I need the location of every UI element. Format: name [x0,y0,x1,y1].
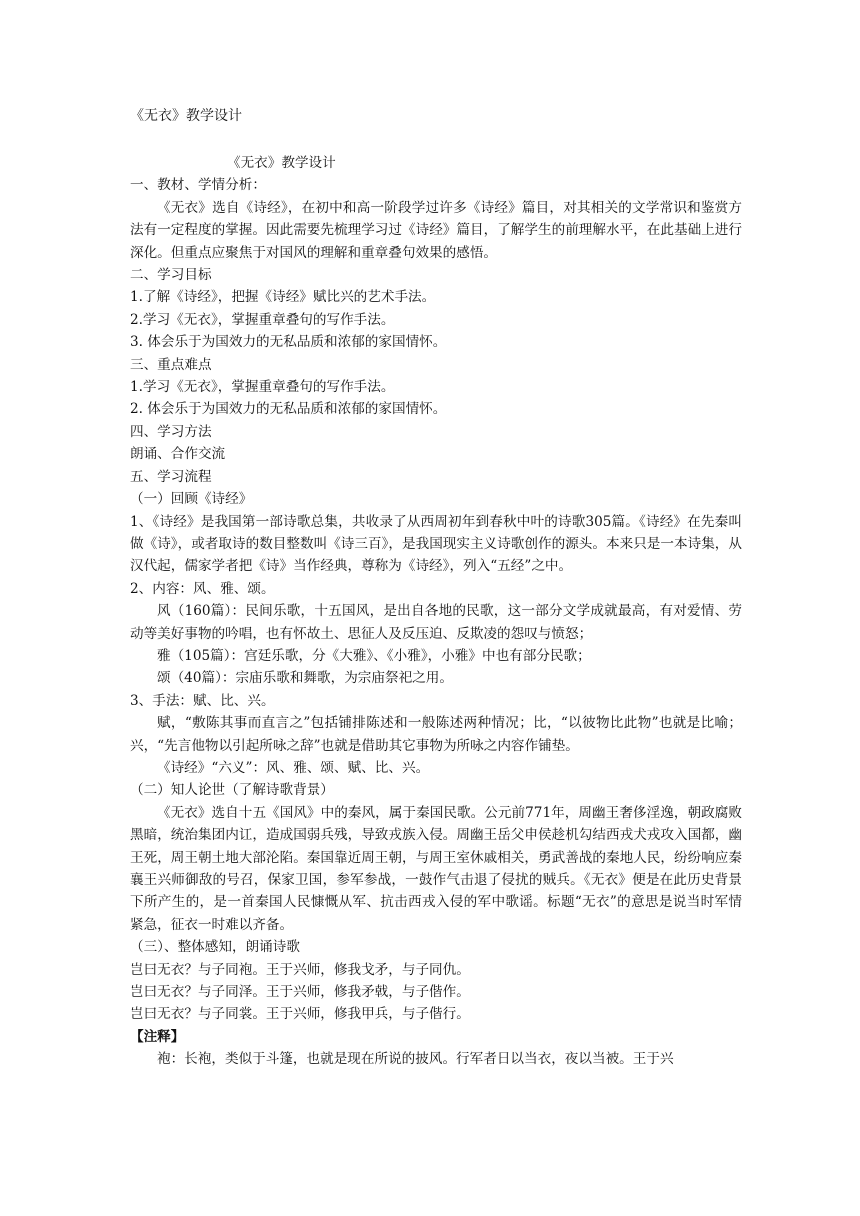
ya-line: 雅（105篇）：宫廷乐歌，分《大雅》、《小雅》，小雅》中也有部分民歌； [157,647,591,664]
liuyi-line: 《诗经》“六义”：风、雅、颂、赋、比、兴。 [157,759,430,776]
poem-line-3: 岂曰无衣？与子同裳。王于兴师，修我甲兵，与子偕行。 [130,1006,470,1023]
song-line: 颂（40篇）：宗庙乐歌和舞歌，为宗庙祭祀之用。 [157,670,453,687]
section-heading-4: 四、学习方法 [130,423,212,440]
poem-line-1: 岂曰无衣？与子同袍。王于兴师，修我戈矛，与子同仇。 [130,961,470,978]
document-center-title: 《无衣》教学设计 [227,155,336,171]
key-point-item-1: 1.学习《无衣》，掌握重章叠句的写作手法。 [130,379,395,396]
section-heading-2: 二、学习目标 [130,267,212,284]
notes-paragraph: 袍：长袍，类似于斗篷，也就是现在所说的披风。行军者日以当衣，夜以当被。王于兴 [157,1051,674,1068]
shijing-technique-line: 3、手法：赋、比、兴。 [130,692,275,709]
goal-item-2: 2.学习《无衣》，掌握重章叠句的写作手法。 [130,311,395,328]
section-heading-1: 一、教材、学情分析： [130,177,266,194]
fu-bi-xing-paragraph: 赋，“敷陈其事而直言之”包括铺排陈述和一般陈述两种情况；比，“以彼物比此物”也就是比喻；兴，“先言他物以引起所咏之辞”也就是借助其它事物为所咏之内容作铺垫。 [130,715,742,754]
feng-paragraph: 风（160篇）：民间乐歌，十五国风，是出自各地的民歌，这一部分文学成就最高，有对爱情、劳动等美好事物的吟唱，也有怀故土、思征人及反压迫、反欺凌的怨叹与愤怒； [130,603,742,642]
goal-item-3: 3. 体会乐于为国效力的无私品质和浓郁的家国情怀。 [130,334,447,351]
shijing-content-line: 2、内容：风、雅、颂。 [130,580,275,597]
section-heading-5: 五、学习流程 [130,468,212,485]
section-heading-3: 三、重点难点 [130,356,212,373]
notes-heading: 【注释】 [130,1028,185,1045]
document-page [130,106,742,1071]
key-point-item-2: 2. 体会乐于为国效力的无私品质和浓郁的家国情怀。 [130,401,447,418]
poem-line-2: 岂曰无衣？与子同泽。王于兴师，修我矛戟，与子偕作。 [130,984,470,1001]
learning-method-text: 朗诵、合作交流 [130,446,226,463]
goal-item-1: 1.了解《诗经》，把握《诗经》赋比兴的艺术手法。 [130,289,436,306]
background-paragraph: 《无衣》选自十五《国风》中的秦风，属于秦国民歌。公元前771年，周幽王奢侈淫逸，朝政腐败黑暗，统治集团内讧，造成国弱兵残，导致戎族入侵。周幽王岳父申侯趁机勾结西戎犬戎攻入国都，幽王死，周王朝土地大部沦陷。秦国靠近周王朝，与周王室休戚相关，勇武善战的秦地人民，纷纷响应秦襄王兴师御敌的号召，保家卫国，参军参战，一鼓作气击退了侵扰的贼兵。《无衣》便是在此历史背景下所产生的，是一首秦国人民慷慨从军、抗击西戎入侵的军中歌谣。标题“无衣”的意思是说当时军情紧急，征衣一时难以齐备。 [130,804,742,933]
subsection-heading-3: （三）、整体感知，朗诵诗歌 [130,939,300,956]
subsection-heading-1: （一）回顾《诗经》 [130,491,253,508]
subsection-heading-2: （二）知人论世（了解诗歌背景） [130,782,334,799]
document-top-title: 《无衣》教学设计 [130,108,242,124]
section-1-paragraph: 《无衣》选自《诗经》，在初中和高一阶段学过许多《诗经》篇目，对其相关的文学常识和鉴赏方法有一定程度的掌握。因此需要先梳理学习过《诗经》篇目，了解学生的前理解水平，在此基础上进行深化。但重点应聚焦于对国风的理解和重章叠句效果的感悟。 [130,199,742,261]
shijing-intro-paragraph: 1、《诗经》是我国第一部诗歌总集，共收录了从西周初年到春秋中叶的诗歌305篇。《诗经》在先秦叫做《诗》，或者取诗的数目整数叫《诗三百》，是我国现实主义诗歌创作的源头。本来只是一本诗集，从汉代起，儒家学者把《诗》当作经典，尊称为《诗经》，列入“五经”之中。 [130,513,742,575]
